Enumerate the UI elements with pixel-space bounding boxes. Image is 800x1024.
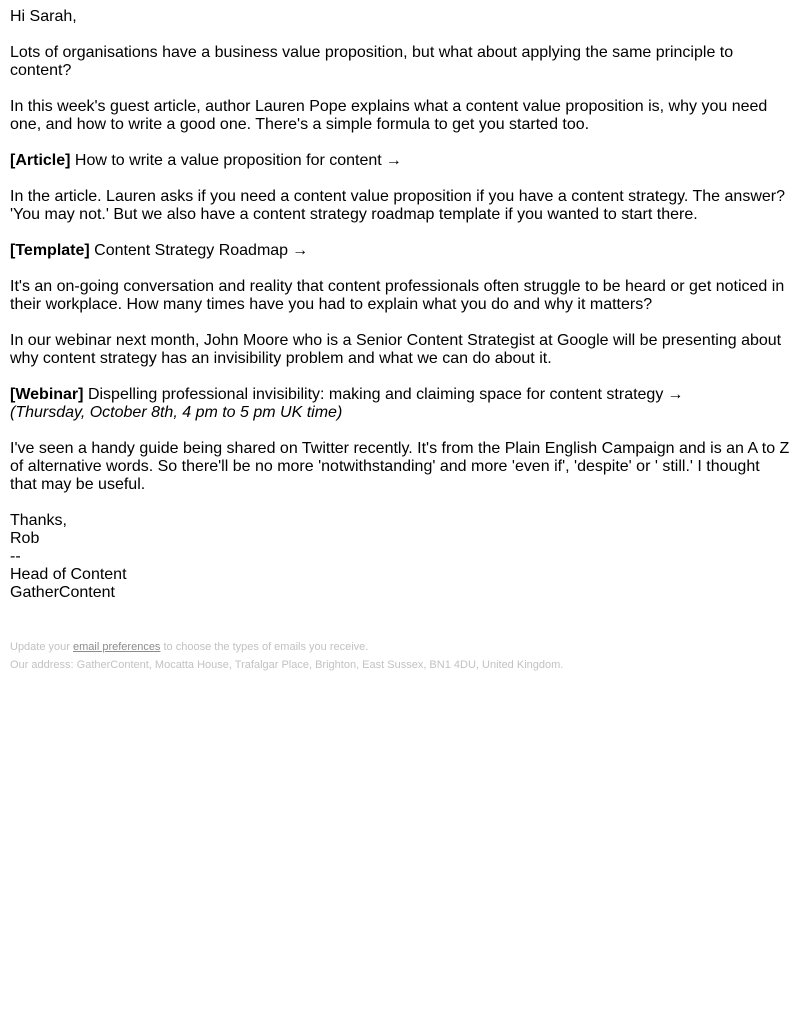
paragraph-intro: Lots of organisations have a business value proposition, but what about applying the same principle to content?	[10, 44, 734, 79]
webinar-link-text[interactable]: Dispelling professional invisibility: making and claiming space for content strategy	[87, 386, 664, 403]
footer-address: Our address: GatherContent, Mocatta House, Trafalgar Place, Brighton, East Sussex, BN1 4DU, United Kingdom.	[10, 659, 564, 671]
signature-name: Rob	[10, 530, 40, 547]
article-link-line[interactable]	[10, 152, 790, 170]
paragraph-guest-article: In this week's guest article, author Lauren Pope explains what a content value proposition is, why you need one, and how to write a good one. There's a simple formula to get you started too.	[10, 98, 768, 133]
webinar-time: (Thursday, October 8th, 4 pm to 5 pm UK time)	[10, 404, 343, 421]
paragraph-webinar: In our webinar next month, John Moore who is a Senior Content Strategist at Google will be presenting about why content strategy has an invisibility problem and what we can do about it.	[10, 332, 782, 367]
email-preferences-link[interactable]: email preferences	[73, 641, 161, 653]
arrow-right-icon: →	[385, 152, 402, 169]
arrow-right-icon: →	[292, 242, 309, 259]
article-tag: [Article]	[10, 152, 71, 169]
paragraph-article-summary: In the article. Lauren asks if you need a content value proposition if you have a content strategy. The answer? 'You may not.' But we also have a content strategy roadmap template if you wanted to start there.	[10, 188, 785, 223]
signature-title: Head of Content	[10, 566, 127, 583]
template-tag: [Template]	[10, 242, 90, 259]
article-link-text[interactable]: How to write a value proposition for content	[74, 152, 382, 169]
signature	[10, 512, 790, 602]
paragraph-invisibility: It's an on-going conversation and reality that content professionals often struggle to be heard or get noticed in their workplace. How many times have you had to explain what you do and why it matters?	[10, 278, 785, 313]
signature-company: GatherContent	[10, 584, 115, 601]
signature-separator: --	[10, 548, 21, 565]
paragraph-plain-english: I've seen a handy guide being shared on Twitter recently. It's from the Plain English Campaign and is an A to Z of alternative words. So there'll be no more 'notwithstanding' and more 'even if', 'despite' or ' still.' I thought that may be useful.	[10, 440, 790, 493]
signature-thanks: Thanks,	[10, 512, 67, 529]
footer-update-prefix: Update your	[10, 641, 70, 653]
footer-preferences-line	[10, 638, 790, 656]
footer-update-suffix: to choose the types of emails you receive.	[163, 641, 369, 653]
webinar-link-block[interactable]	[10, 386, 790, 422]
template-link-line[interactable]	[10, 242, 790, 260]
email-footer	[10, 638, 790, 674]
arrow-right-icon: →	[667, 386, 684, 403]
greeting: Hi Sarah,	[10, 8, 77, 25]
webinar-tag: [Webinar]	[10, 386, 84, 403]
template-link-text[interactable]: Content Strategy Roadmap	[94, 242, 289, 259]
